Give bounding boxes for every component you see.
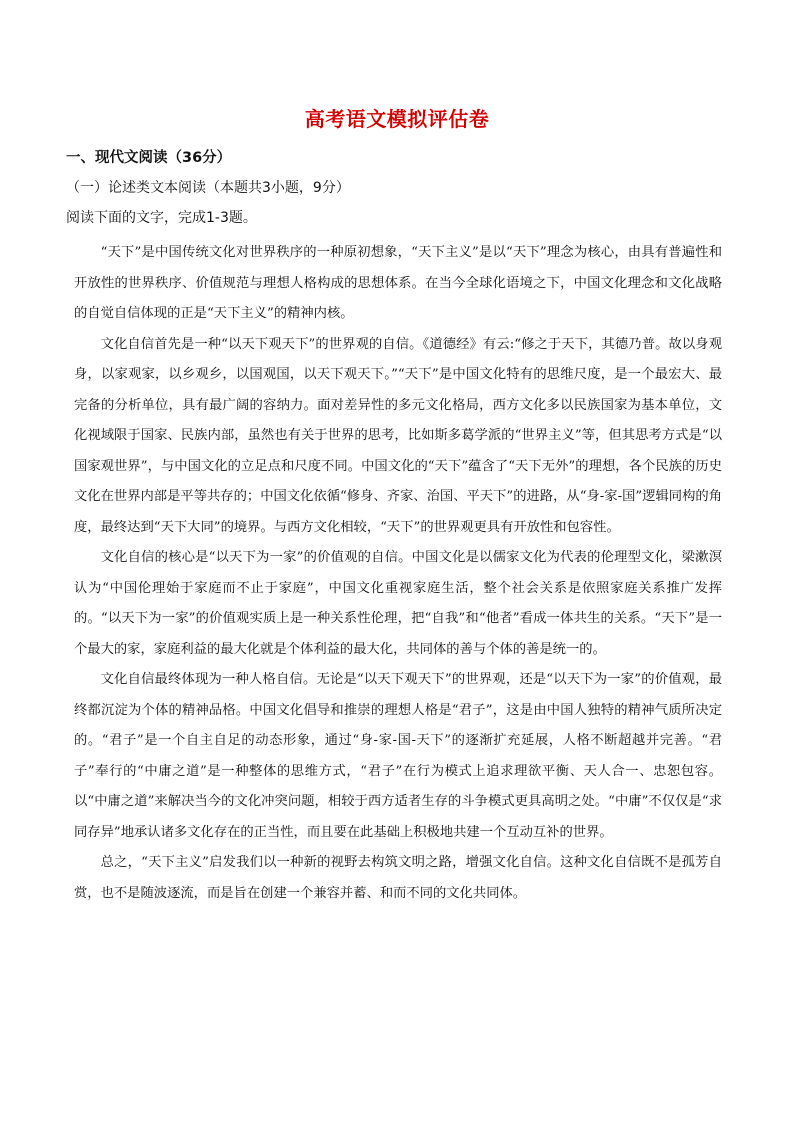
reading-instruction: 阅读下面的文字，完成1-3题。	[66, 210, 257, 226]
passage-paragraph-4: 文化自信最终体现为一种人格自信。无论是“以天下观天下”的世界观，还是“以天下为一家”的价值观，最终都沉淀为个体的精神品格。中国文化倡导和推崇的理想人格是“君子”，这是由中国人独特的精神气质所决定的。“君子”是一个自主自足的动态形象，通过“身-家-国-天下”的逐渐扩充延展，人格不断超越并完善。“君子”奉行的“中庸之道”是一种整体的思维方式，“君子”在行为模式上追求理欲平衡、天人合一、忠恕包容。以“中庸之道”来解决当今的文化冲突问题，相较于西方适者生存的斗争模式更具高明之处。“中庸”不仅仅是“求同存异”地承认诸多文化存在的正当性，而且要在此基础上积极地共建一个互动互补的世界。	[74, 672, 722, 840]
passage-paragraph-2: 文化自信首先是一种“以天下观天下”的世界观的自信。《道德经》有云:“修之于天下，其德乃普。故以身观身，以家观家，以乡观乡，以国观国，以天下观天下。”“天下”是中国文化特有的思维尺度，是一个最宏大、最完备的分析单位，具有最广阔的容纳力。面对差异性的多元文化格局，西方文化多以民族国家为基本单位，文化视域限于国家、民族内部，虽然也有关于世界的思考，比如斯多葛学派的“世界主义”等，但其思考方式是“以国家观世界”，与中国文化的立足点和尺度不同。中国文化的“天下”蕴含了“天下无外”的理想，各个民族的历史文化在世界内部是平等共存的；中国文化依循“修身、齐家、治国、平天下”的进路，从“身-家-国”逻辑同构的角度，最终达到“天下大同”的境界。与西方文化相较，“天下”的世界观更具有开放性和包容性。	[74, 336, 722, 535]
passage-paragraph-3: 文化自信的核心是“以天下为一家”的价值观的自信。中国文化是以儒家文化为代表的伦理型文化，梁漱溟认为“中国伦理始于家庭而不止于家庭”，中国文化重视家庭生活，整个社会关系是依照家庭关系推广发挥的。“以天下为一家”的价值观实质上是一种关系性伦理，把“自我”和“他者”看成一体共生的关系。“天下”是一个最大的家，家庭利益的最大化就是个体利益的最大化，共同体的善与个体的善是统一的。	[74, 550, 722, 657]
section-heading: 一、现代文阅读（36分）	[66, 150, 232, 166]
subsection-heading: （一）论述类文本阅读（本题共3小题，9分）	[66, 180, 350, 196]
reading-passage	[74, 238, 722, 909]
exam-title: 高考语文模拟评估卷	[304, 107, 490, 131]
passage-paragraph-5: 总之，“天下主义”启发我们以一种新的视野去构筑文明之路，增强文化自信。这种文化自信既不是孤芳自赏，也不是随波逐流，而是旨在创建一个兼容并蓄、和而不同的文化共同体。	[74, 855, 722, 901]
passage-paragraph-1: “天下”是中国传统文化对世界秩序的一种原初想象，“天下主义”是以“天下”理念为核心，由具有普遍性和开放性的世界秩序、价值规范与理想人格构成的思想体系。在当今全球化语境之下，中国文化理念和文化战略的自觉自信体现的正是“天下主义”的精神内核。	[74, 245, 722, 321]
